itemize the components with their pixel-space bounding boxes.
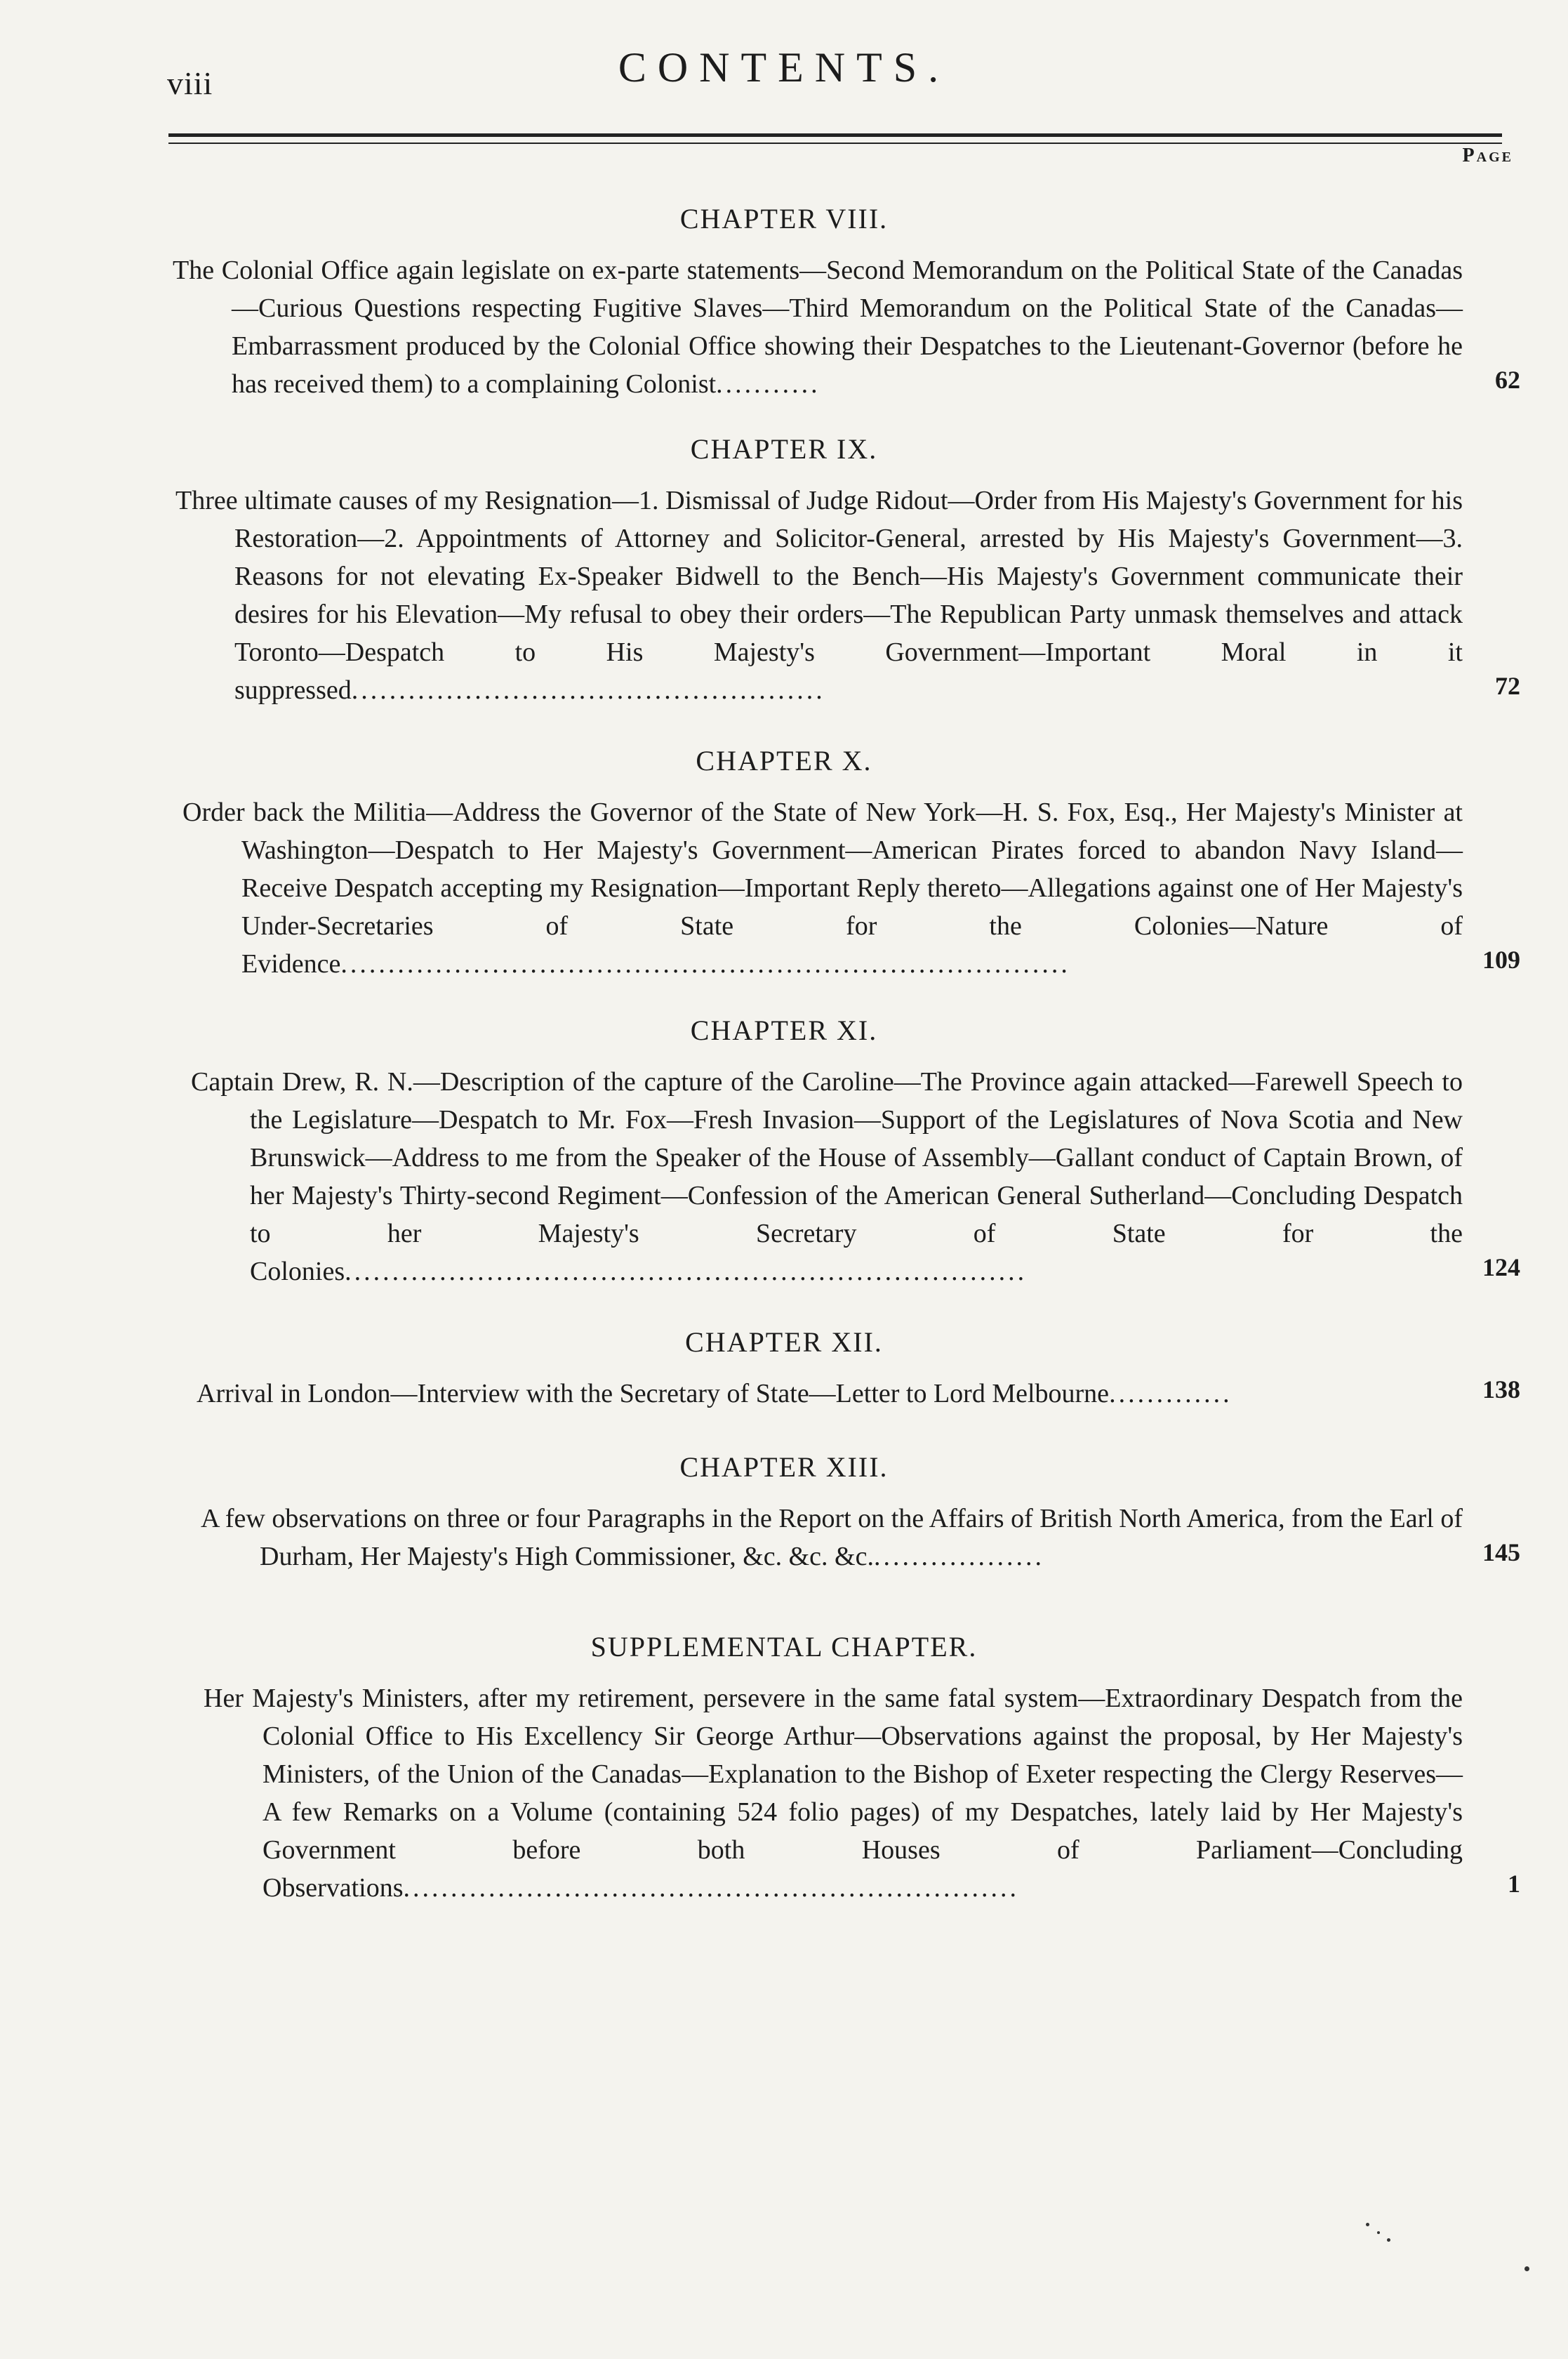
page-reference: 1 bbox=[1508, 1870, 1520, 1898]
chapter-xii bbox=[0, 1323, 1568, 1413]
ink-speck bbox=[1524, 2266, 1529, 2271]
chapter-summary: Arrival in London—Interview with the Secretary of State—Letter to Lord Melbourne bbox=[197, 1379, 1110, 1408]
ink-speck bbox=[1366, 2223, 1369, 2226]
chapter-title: CHAPTER X. bbox=[696, 745, 872, 777]
chapter-title: SUPPLEMENTAL CHAPTER. bbox=[590, 1631, 978, 1663]
chapter-viii bbox=[0, 199, 1568, 403]
page-reference: 62 bbox=[1495, 366, 1520, 394]
chapter-title: CHAPTER VIII. bbox=[679, 203, 889, 234]
dot-leader: ............. bbox=[1109, 1379, 1233, 1408]
running-head: CONTENTS. bbox=[618, 44, 950, 91]
chapter-xiii bbox=[0, 1448, 1568, 1575]
chapter-title: CHAPTER XIII. bbox=[679, 1451, 889, 1483]
header-rule-thick bbox=[168, 133, 1502, 137]
chapter-summary: Order back the Militia—Address the Governor of the State of New York—H. S. Fox, Esq., Her Majesty's Minister at Washington—Despatch to Her Majesty's Government—American Pirates forced to abandon Navy Island—Receive Despatch accepting my Resignation—Important Reply thereto—Allegations against one of Her Majesty's Under-Secretaries of State for the Colonies—Nature of Evidence bbox=[182, 798, 1463, 979]
dot-leader: ................................................................. bbox=[403, 1873, 1020, 1903]
chapter-summary: Her Majesty's Ministers, after my retirement, persevere in the same fatal system—Extraordinary Despatch from the Colonial Office to His Excellency Sir George Arthur—Observations against the proposal, by Her Majesty's Ministers, of the Union of the Canadas—Explanation to the Bishop of Exeter respecting the Clergy Reserves—A few Remarks on a Volume (containing 524 folio pages) of my Despatches, lately laid by Her Majesty's Government before both Houses of Parliament—Concluding Observations bbox=[204, 1684, 1463, 1903]
dot-leader: ........... bbox=[716, 369, 820, 399]
chapter-entry bbox=[0, 251, 1568, 403]
chapter-entry bbox=[0, 1679, 1568, 1907]
chapter-summary: The Colonial Office again legislate on ex-parte statements—Second Memorandum on the Political State of the Canadas—Curious Questions respecting Fugitive Slaves—Third Memorandum on the Political State of the Canadas—Embarrassment produced by the Colonial Office showing their Despatches to the Lieutenant-Governor (before he has received them) to a complaining Colonist bbox=[173, 256, 1463, 399]
chapter-summary: Captain Drew, R. N.—Description of the capture of the Caroline—The Province again attacked—Farewell Speech to the Legislature—Despatch to Mr. Fox—Fresh Invasion—Support of the Legislatures of Nova Scotia and New Brunswick—Address to me from the Speaker of the House of Assembly—Gallant conduct of Captain Brown, of her Majesty's Thirty-second Regiment—Confession of the American General Sutherland—Concluding Despatch to her Majesty's Secretary of State for the Colonies bbox=[191, 1067, 1463, 1286]
header-rule-thin bbox=[168, 143, 1502, 144]
page-reference: 124 bbox=[1482, 1253, 1520, 1281]
chapter-title: CHAPTER IX. bbox=[690, 433, 878, 465]
page-reference: 138 bbox=[1482, 1375, 1520, 1403]
page-reference: 145 bbox=[1482, 1538, 1520, 1566]
chapter-entry bbox=[0, 1063, 1568, 1290]
chapter-x bbox=[0, 741, 1568, 983]
dot-leader: ........................................................................ bbox=[345, 1257, 1028, 1286]
page-number: viii bbox=[167, 65, 213, 101]
chapter-xi bbox=[0, 1011, 1568, 1290]
chapter-title: CHAPTER XII. bbox=[685, 1326, 883, 1358]
page-column-label: Page bbox=[1462, 145, 1513, 166]
chapter-entry bbox=[0, 1500, 1568, 1575]
chapter-title: CHAPTER XI. bbox=[690, 1015, 878, 1046]
dot-leader: ............................................................................. bbox=[340, 949, 1070, 979]
page-reference: 72 bbox=[1495, 672, 1520, 700]
chapter-entry bbox=[0, 793, 1568, 983]
chapter-entry bbox=[0, 1375, 1568, 1413]
supplemental-chapter bbox=[0, 1627, 1568, 1907]
chapter-summary: A few observations on three or four Paragraphs in the Report on the Affairs of British North America, from the Earl of Durham, Her Majesty's High Commissioner, &c. &c. &c. bbox=[201, 1504, 1463, 1571]
page-reference: 109 bbox=[1482, 946, 1520, 974]
chapter-entry bbox=[0, 482, 1568, 709]
dot-leader: .................................................. bbox=[351, 675, 825, 705]
chapter-ix bbox=[0, 430, 1568, 709]
ink-speck bbox=[1377, 2231, 1380, 2234]
dot-leader: .................. bbox=[873, 1542, 1044, 1571]
ink-speck bbox=[1387, 2238, 1390, 2242]
chapter-summary: Three ultimate causes of my Resignation—1. Dismissal of Judge Ridout—Order from His Majesty's Government for his Restoration—2. Appointments of Attorney and Solicitor-General, arrested by His Majesty's Government—3. Reasons for not elevating Ex-Speaker Bidwell to the Bench—His Majesty's Government communicate their desires for his Elevation—My refusal to obey their orders—The Republican Party unmask themselves and attack Toronto—Despatch to His Majesty's Government—Important Moral in it suppressed bbox=[175, 486, 1463, 705]
